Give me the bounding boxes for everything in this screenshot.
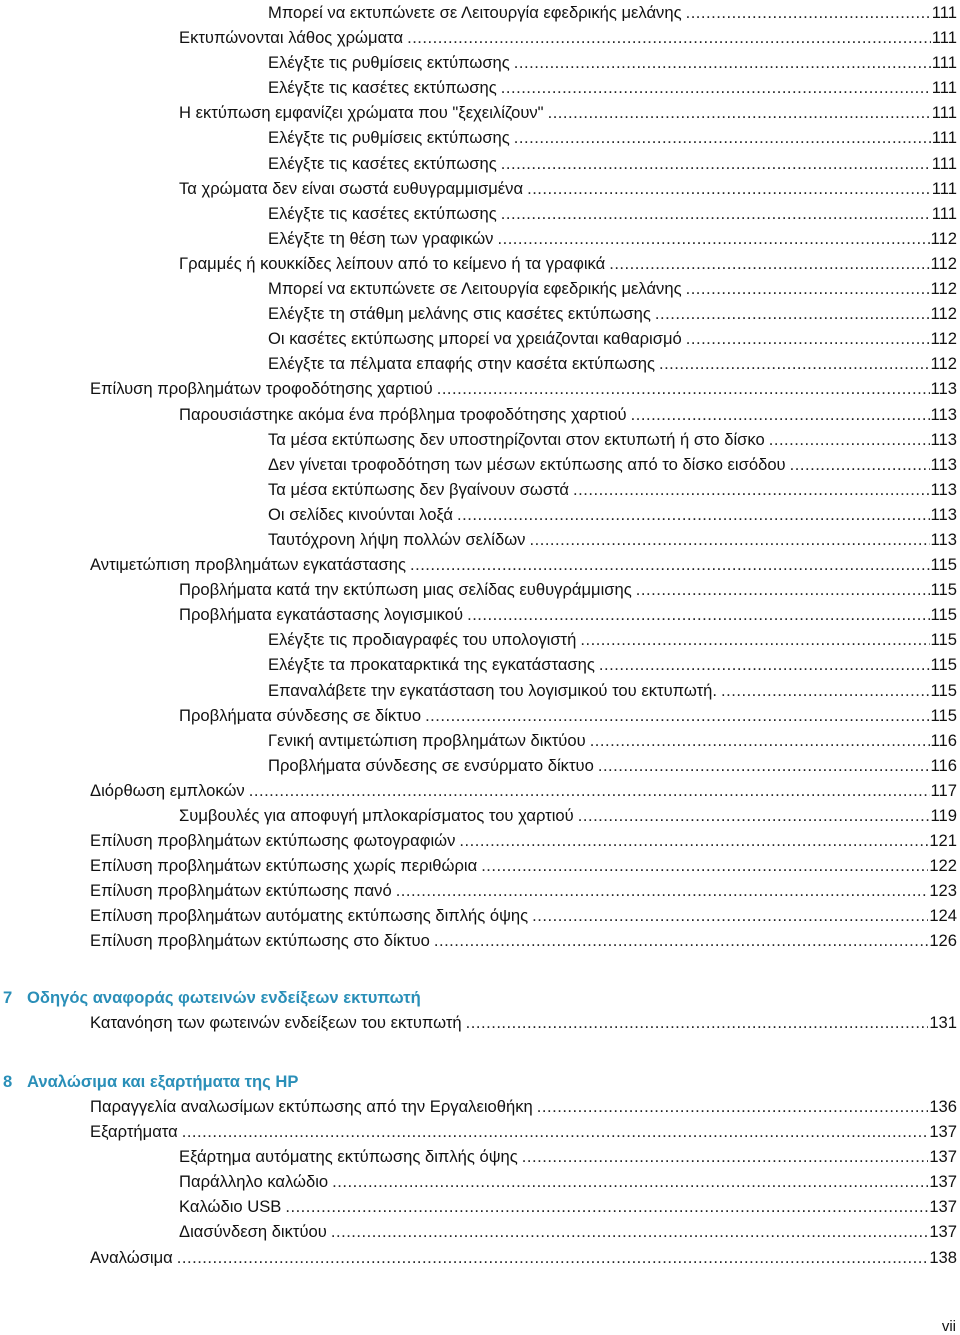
toc-entry[interactable] — [0, 1245, 960, 1270]
toc-entry[interactable] — [0, 0, 960, 25]
toc-entry-title[interactable]: Οι σελίδες κινούνται λοξά — [268, 504, 454, 524]
toc-entry-title[interactable]: Προβλήματα σύνδεσης σε ενσύρματο δίκτυο — [268, 755, 594, 775]
toc-entry-page[interactable]: 111 — [931, 53, 957, 73]
toc-entry[interactable] — [0, 753, 960, 778]
toc-entry[interactable] — [0, 151, 960, 176]
dot-leader — [721, 678, 930, 703]
toc-entry-page[interactable]: 126 — [929, 931, 957, 951]
dot-leader — [599, 652, 930, 677]
toc-entry[interactable] — [0, 25, 960, 50]
toc-entry-title[interactable]: Παράλληλο καλώδιο — [179, 1172, 329, 1192]
toc-entry-title[interactable]: Επίλυση προβλημάτων εκτύπωσης χωρίς περιθώρια — [90, 856, 478, 876]
toc-entry[interactable] — [0, 276, 960, 301]
toc-entry[interactable] — [0, 527, 960, 552]
toc-entry-page[interactable]: 122 — [929, 856, 957, 876]
toc-entry-title[interactable]: Ελέγξτε τη θέση των γραφικών — [268, 228, 494, 248]
dot-leader — [590, 728, 930, 753]
toc-entry-title[interactable]: Γενική αντιμετώπιση προβλημάτων δικτύου — [268, 730, 586, 750]
toc-entry-title[interactable]: Προβλήματα εγκατάστασης λογισμικού — [179, 605, 464, 625]
toc-entry-page[interactable]: 115 — [930, 555, 957, 575]
toc-entry-title[interactable]: Ελέγξτε τη στάθμη μελάνης στις κασέτες εκτύπωσης — [268, 304, 651, 324]
toc-entry-title[interactable]: Ελέγξτε τις ρυθμίσεις εκτύπωσης — [268, 128, 510, 148]
toc-entry-page[interactable]: 138 — [929, 1247, 957, 1267]
toc-entry-page[interactable]: 115 — [930, 605, 957, 625]
chapter-title[interactable]: Οδηγός αναφοράς φωτεινών ενδείξεων εκτυπωτή — [27, 987, 421, 1007]
toc-entry[interactable] — [0, 1010, 960, 1035]
toc-entry-title[interactable]: Προβλήματα σύνδεσης σε δίκτυο — [179, 705, 422, 725]
toc-entry-title[interactable]: Προβλήματα κατά την εκτύπωση μιας σελίδας ευθυγράμμισης — [179, 580, 632, 600]
toc-entry[interactable] — [0, 326, 960, 351]
toc-entry-title[interactable]: Κατανόηση των φωτεινών ενδείξεων του εκτυπωτή — [90, 1013, 462, 1032]
dot-leader — [573, 477, 930, 502]
toc-entry-title[interactable]: Ελέγξτε τις ρυθμίσεις εκτύπωσης — [268, 53, 510, 73]
dot-leader — [686, 276, 930, 301]
dot-leader — [636, 577, 930, 602]
toc-entry[interactable] — [0, 402, 960, 427]
dot-leader — [598, 753, 930, 778]
toc-entry[interactable] — [0, 1219, 960, 1244]
dot-leader — [501, 201, 931, 226]
toc-entry-page[interactable]: 113 — [930, 429, 957, 449]
toc-entry[interactable] — [0, 100, 960, 125]
toc-entry-page[interactable]: 136 — [929, 1097, 957, 1116]
toc-entry-page[interactable]: 121 — [929, 831, 957, 851]
toc-entry-page[interactable]: 111 — [931, 78, 957, 98]
toc-entry[interactable] — [0, 50, 960, 75]
toc-entry[interactable] — [0, 627, 960, 652]
toc-entry[interactable] — [0, 678, 960, 703]
toc-entry-page[interactable]: 137 — [929, 1147, 957, 1167]
dot-leader — [522, 1144, 929, 1169]
toc-entry-page[interactable]: 111 — [931, 178, 957, 198]
toc-entry[interactable] — [0, 652, 960, 677]
dot-leader — [529, 527, 929, 552]
dot-leader — [580, 627, 929, 652]
toc-entry[interactable] — [0, 176, 960, 201]
toc-entry-page[interactable]: 115 — [930, 655, 957, 675]
chapter-number: 7 — [3, 987, 13, 1007]
dot-leader — [434, 928, 928, 953]
toc-entry-title[interactable]: Μπορεί να εκτυπώνετε σε Λειτουργία εφεδρικής μελάνης — [268, 279, 682, 299]
toc-entry-page[interactable]: 137 — [929, 1122, 957, 1142]
dot-leader — [532, 903, 928, 928]
toc-entry[interactable] — [0, 577, 960, 602]
dot-leader — [466, 1010, 929, 1035]
dot-leader — [497, 226, 929, 251]
dot-leader — [514, 125, 931, 150]
toc-entry-page[interactable]: 111 — [931, 3, 957, 22]
toc-entry-title[interactable]: Τα μέσα εκτύπωσης δεν υποστηρίζονται στον εκτυπωτή ή στο δίσκο — [268, 429, 765, 449]
toc-entry-page[interactable]: 113 — [930, 379, 957, 399]
toc-entry-title[interactable]: Γραμμές ή κουκκίδες λείπουν από το κείμενο ή τα γραφικά — [179, 253, 606, 273]
toc-entry[interactable] — [0, 226, 960, 251]
toc-entry-page[interactable]: 113 — [930, 404, 957, 424]
toc-entry-page[interactable]: 111 — [931, 128, 957, 148]
toc-entry[interactable] — [0, 703, 960, 728]
toc-entry-page[interactable]: 123 — [929, 881, 957, 901]
toc-entry-page[interactable]: 124 — [929, 906, 957, 926]
toc-entry[interactable] — [0, 552, 960, 577]
toc-entry-page[interactable]: 137 — [929, 1197, 957, 1217]
toc-entry[interactable] — [0, 602, 960, 627]
toc-entry[interactable] — [0, 1144, 960, 1169]
toc-entry-title[interactable]: Παρουσιάστηκε ακόμα ένα πρόβλημα τροφοδότησης χαρτιού — [179, 404, 627, 424]
toc-entry[interactable] — [0, 452, 960, 477]
toc-entry[interactable] — [0, 75, 960, 100]
chapter-entries — [0, 1094, 960, 1270]
dot-leader — [527, 176, 931, 201]
toc-entry-title[interactable]: Ελέγξτε τις κασέτες εκτύπωσης — [268, 153, 497, 173]
dot-leader — [548, 100, 931, 125]
toc-entry-title[interactable]: Εξάρτημα αυτόματης εκτύπωσης διπλής όψης — [179, 1147, 518, 1167]
dot-leader — [331, 1219, 928, 1244]
toc-entry-page[interactable]: 115 — [930, 580, 957, 600]
toc-entry-page[interactable]: 113 — [930, 529, 957, 549]
toc-entry-page[interactable]: 115 — [930, 680, 957, 700]
dot-leader — [790, 452, 930, 477]
toc-entry-title[interactable]: Διασύνδεση δικτύου — [179, 1222, 327, 1242]
toc-entry-title[interactable]: Παραγγελία αναλωσίμων εκτύπωσης από την Εργαλειοθήκη — [90, 1097, 533, 1116]
toc-entry-page[interactable]: 137 — [929, 1172, 957, 1192]
chapter-entries — [0, 1010, 960, 1035]
toc-entry-page[interactable]: 113 — [930, 479, 957, 499]
toc-entry-title[interactable]: Ταυτόχρονη λήψη πολλών σελίδων — [268, 529, 526, 549]
toc-entry[interactable] — [0, 376, 960, 401]
dot-leader — [609, 251, 929, 276]
toc-entry[interactable] — [0, 477, 960, 502]
chapter-heading[interactable] — [0, 1069, 960, 1094]
toc-entry[interactable] — [0, 928, 960, 953]
page-number: vii — [941, 1318, 956, 1335]
toc-entry-page[interactable]: 113 — [930, 454, 957, 474]
dot-leader — [437, 376, 930, 401]
toc-entry-page[interactable]: 119 — [930, 806, 957, 825]
toc-entry-page[interactable]: 115 — [930, 630, 957, 650]
toc-entry-title[interactable]: Επαναλάβετε την εγκατάσταση του λογισμικού του εκτυπωτή. — [268, 680, 718, 700]
toc-entry-title[interactable]: Καλώδιο USB — [179, 1197, 282, 1217]
toc-entry-title[interactable]: Επίλυση προβλημάτων εκτύπωσης φωτογραφιών — [90, 831, 456, 851]
toc-entry-page[interactable]: 115 — [930, 705, 957, 725]
toc-entry-page[interactable]: 116 — [930, 730, 957, 750]
toc-entry[interactable] — [0, 502, 960, 527]
toc-entry-page[interactable]: 111 — [931, 203, 957, 223]
toc-entry-title[interactable]: Τα μέσα εκτύπωσης δεν βγαίνουν σωστά — [268, 479, 570, 499]
toc-entry[interactable] — [0, 351, 960, 376]
dot-leader — [407, 25, 931, 50]
toc-entry[interactable] — [0, 1169, 960, 1194]
toc-entry-title[interactable]: Εξαρτήματα — [90, 1122, 178, 1142]
dot-leader — [514, 50, 931, 75]
toc-entry-page[interactable]: 111 — [931, 28, 957, 48]
dot-leader — [425, 703, 929, 728]
toc-entry[interactable] — [0, 427, 960, 452]
toc-entry-page[interactable]: 112 — [930, 228, 957, 248]
toc-entry-title[interactable]: Επίλυση προβλημάτων εκτύπωσης πανό — [90, 881, 392, 901]
dot-leader — [457, 502, 930, 527]
toc-entry[interactable] — [0, 251, 960, 276]
dot-leader — [537, 1094, 929, 1119]
dot-leader — [631, 402, 930, 427]
toc-entry-title[interactable]: Ελέγξτε τα πέλματα επαφής στην κασέτα εκτύπωσης — [268, 354, 655, 374]
dot-leader — [501, 151, 931, 176]
toc-entry[interactable] — [0, 728, 960, 753]
toc-entry-page[interactable]: 116 — [930, 755, 957, 775]
dot-leader — [501, 75, 931, 100]
toc-entry[interactable] — [0, 778, 960, 803]
toc-entry-title[interactable]: Επίλυση προβλημάτων εκτύπωσης στο δίκτυο — [90, 931, 430, 951]
toc-entry-page[interactable]: 112 — [930, 304, 957, 324]
dot-leader — [481, 853, 928, 878]
toc-entry[interactable] — [0, 125, 960, 150]
dot-leader — [655, 301, 930, 326]
toc-entry-title[interactable]: Τα χρώματα δεν είναι σωστά ευθυγραμμισμένα — [179, 178, 524, 198]
toc-entry[interactable] — [0, 201, 960, 226]
toc-entry-title[interactable]: Ελέγξτε τις προδιαγραφές του υπολογιστή — [268, 630, 577, 650]
toc-entry[interactable] — [0, 803, 960, 828]
toc-entry[interactable] — [0, 853, 960, 878]
dot-leader — [332, 1169, 928, 1194]
toc-entry[interactable] — [0, 878, 960, 903]
dot-leader — [177, 1245, 929, 1270]
dot-leader — [659, 351, 930, 376]
toc-entry[interactable] — [0, 828, 960, 853]
dot-leader — [182, 1119, 929, 1144]
toc-entry-title[interactable]: Ελέγξτε τις κασέτες εκτύπωσης — [268, 203, 497, 223]
toc-entry-title[interactable]: Δεν γίνεται τροφοδότηση των μέσων εκτύπωσης από το δίσκο εισόδου — [268, 454, 786, 474]
toc-entry-title[interactable]: Εκτυπώνονται λάθος χρώματα — [179, 28, 404, 48]
dot-leader — [396, 878, 929, 903]
toc-entry-title[interactable]: Συμβουλές για αποφυγή μπλοκαρίσματος του χαρτιού — [179, 806, 574, 825]
dot-leader — [459, 828, 928, 853]
dot-leader — [769, 427, 930, 452]
dot-leader — [249, 778, 930, 803]
toc-entry-page[interactable]: 112 — [930, 279, 957, 299]
dot-leader — [686, 326, 930, 351]
toc-entry-title[interactable]: Ελέγξτε τις κασέτες εκτύπωσης — [268, 78, 497, 98]
chapter-number: 8 — [3, 1071, 13, 1091]
dot-leader — [467, 602, 929, 627]
toc-entry[interactable] — [0, 301, 960, 326]
chapter-heading[interactable] — [0, 985, 960, 1010]
toc-entry-page[interactable]: 111 — [931, 103, 957, 123]
chapter-title[interactable]: Αναλώσιμα και εξαρτήματα της HP — [27, 1071, 299, 1091]
toc-entry-page[interactable]: 113 — [930, 504, 957, 524]
toc-entry-title[interactable]: Επίλυση προβλημάτων αυτόματης εκτύπωσης διπλής όψης — [90, 906, 529, 926]
toc-entry-title[interactable]: Επίλυση προβλημάτων τροφοδότησης χαρτιού — [90, 379, 433, 399]
toc-entry-title[interactable]: Διόρθωση εμπλοκών — [90, 780, 245, 800]
dot-leader — [578, 803, 930, 828]
dot-leader — [410, 552, 930, 577]
toc-entry[interactable] — [0, 1119, 960, 1144]
dot-leader — [285, 1194, 928, 1219]
toc-entry-page[interactable]: 131 — [929, 1013, 957, 1032]
toc-entry-title[interactable]: Η εκτύπωση εμφανίζει χρώματα που "ξεχειλίζουν" — [179, 103, 544, 123]
toc-entry-title[interactable]: Μπορεί να εκτυπώνετε σε Λειτουργία εφεδρικής μελάνης — [268, 3, 682, 22]
toc-entry-title[interactable]: Αναλώσιμα — [90, 1247, 173, 1267]
toc-entry-page[interactable]: 112 — [930, 354, 957, 374]
toc-entry-page[interactable]: 112 — [930, 329, 957, 349]
toc-entry-page[interactable]: 137 — [929, 1222, 957, 1242]
toc-entry[interactable] — [0, 1094, 960, 1119]
toc-entry-title[interactable]: Αντιμετώπιση προβλημάτων εγκατάστασης — [90, 555, 406, 575]
toc-entry-page[interactable]: 111 — [931, 153, 957, 173]
toc-entry[interactable] — [0, 903, 960, 928]
toc-entry-page[interactable]: 112 — [930, 253, 957, 273]
toc-entry[interactable] — [0, 1194, 960, 1219]
dot-leader — [686, 0, 931, 25]
toc-entry-title[interactable]: Ελέγξτε τα προκαταρκτικά της εγκατάστασης — [268, 655, 595, 675]
toc-entry-title[interactable]: Οι κασέτες εκτύπωσης μπορεί να χρειάζονται καθαρισμό — [268, 329, 682, 349]
toc-entry-page[interactable]: 117 — [930, 780, 957, 800]
